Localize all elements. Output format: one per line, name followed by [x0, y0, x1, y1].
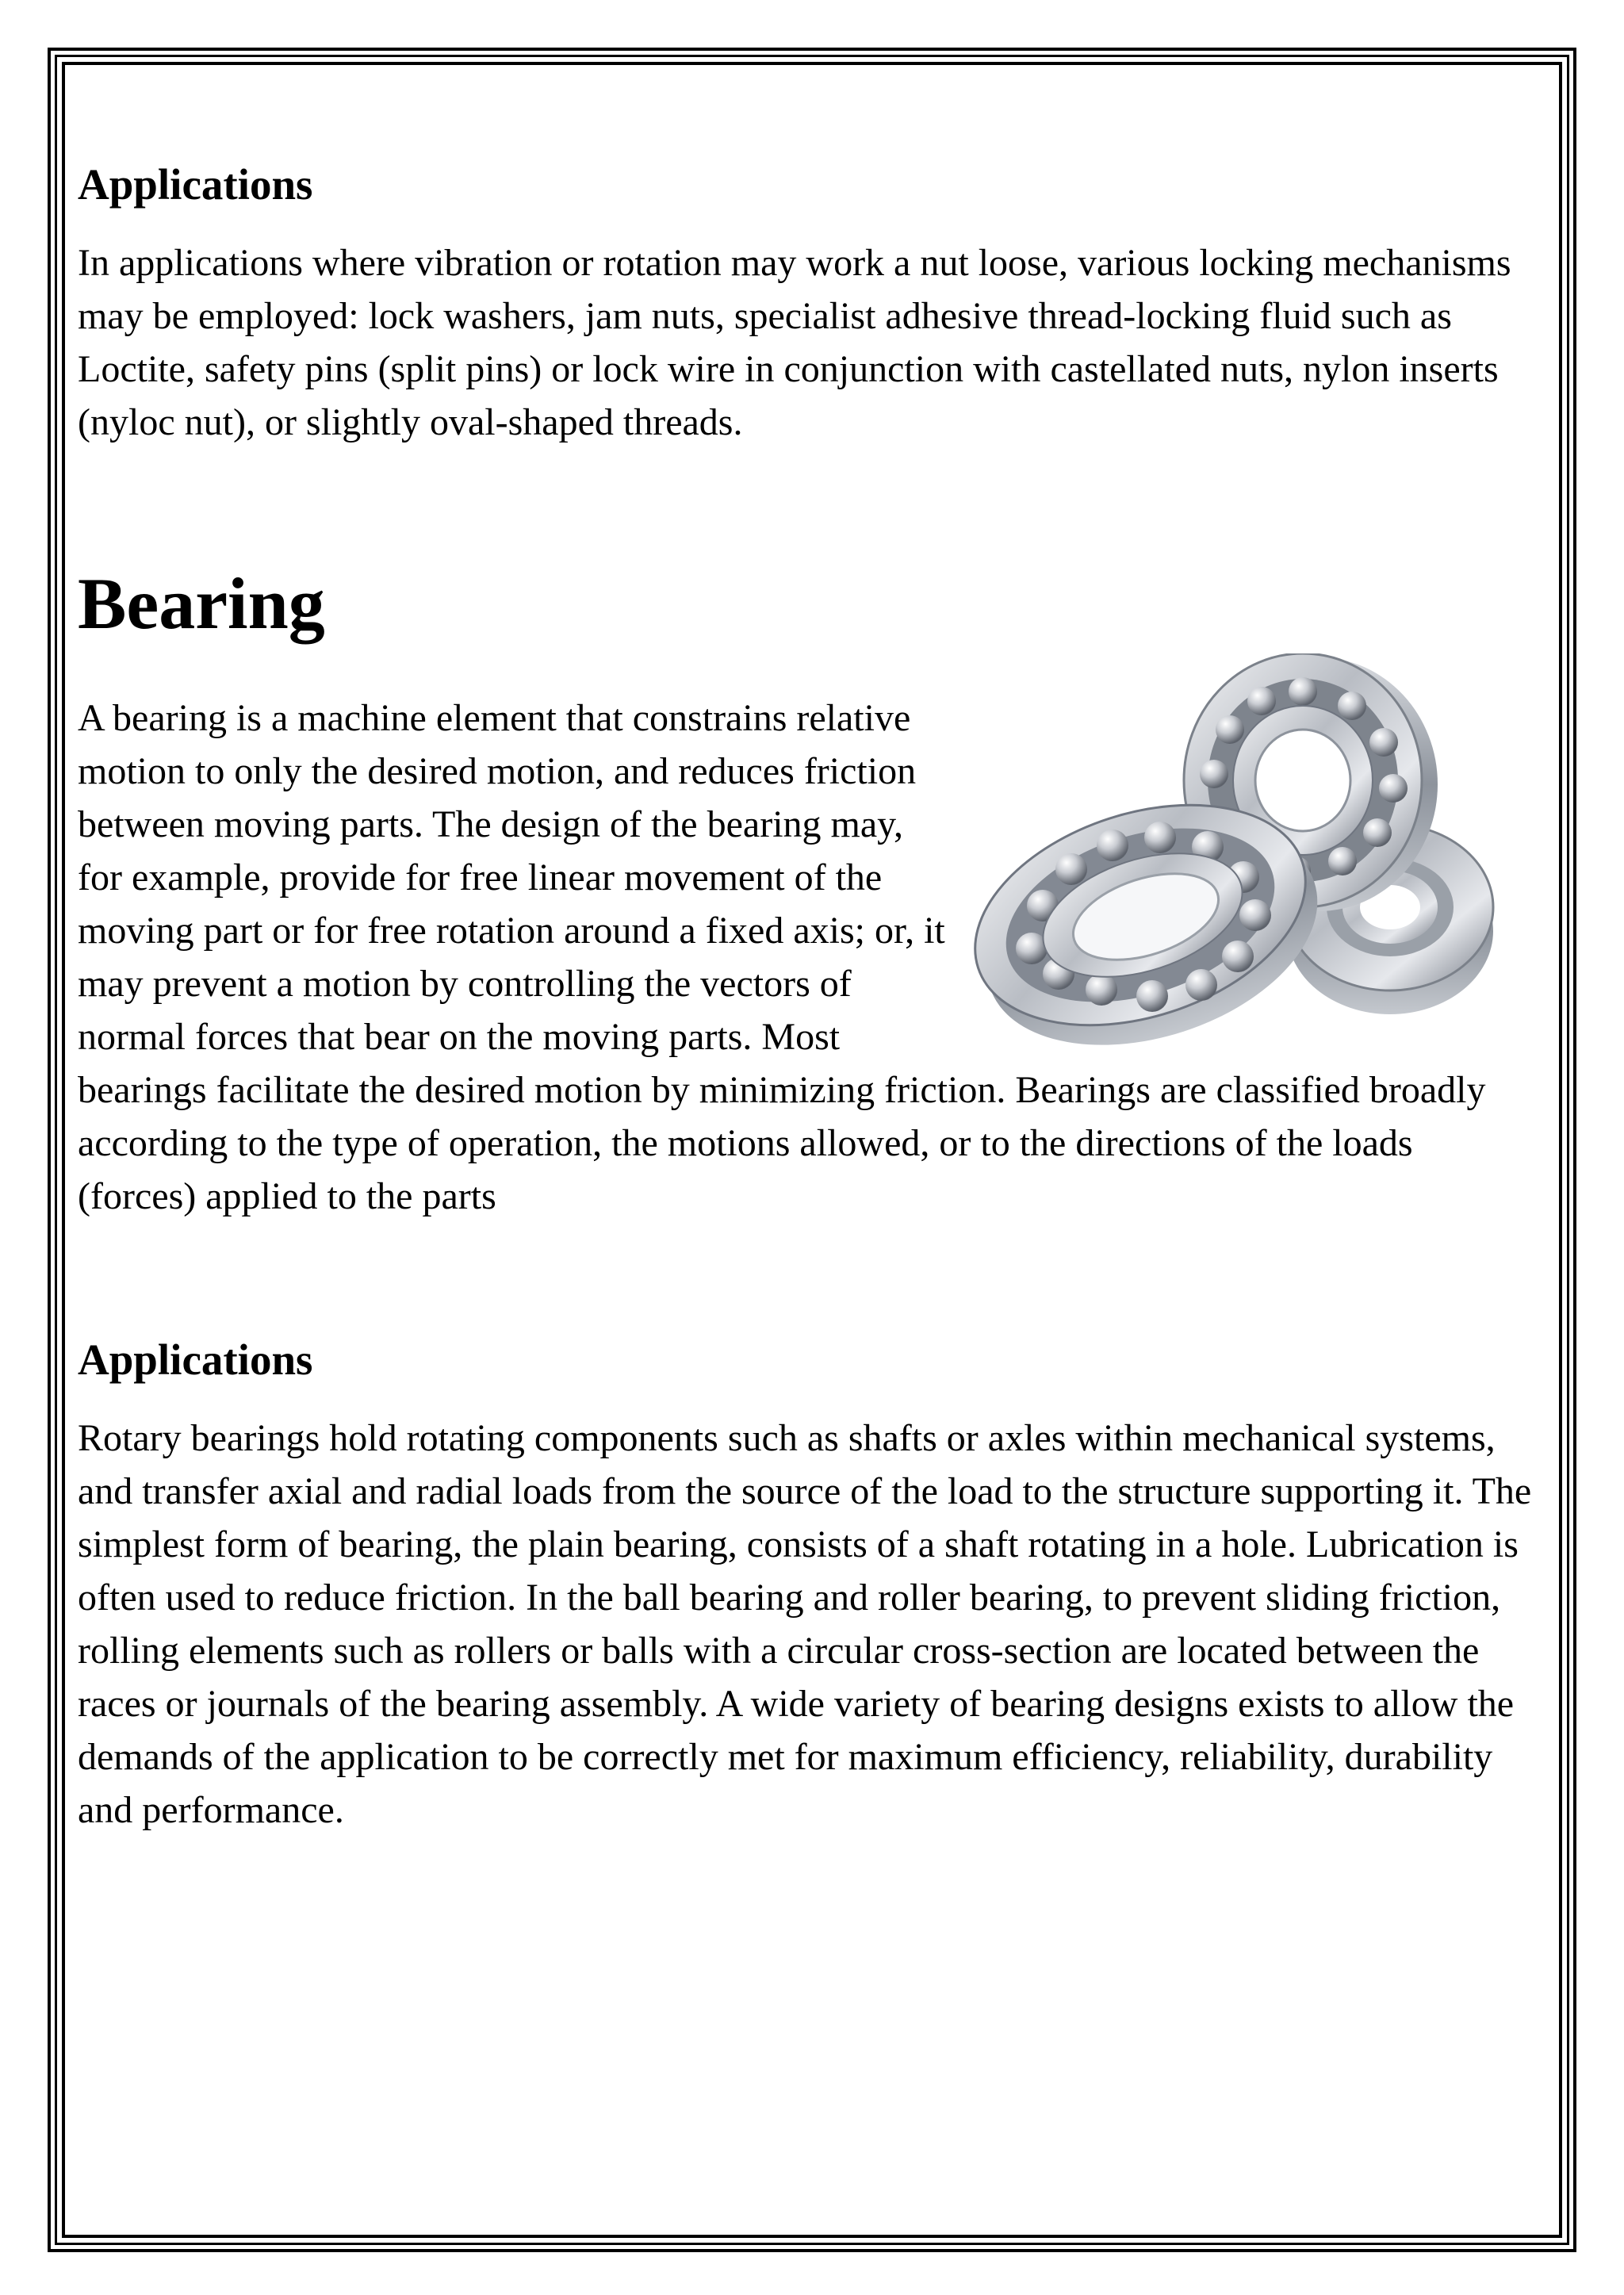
bearing-section: [78, 692, 1553, 1223]
applications-paragraph-1: In applications where vibration or rotation may work a nut loose, various locking mechanisms may be employed: lock washers, jam nuts, specialist adhesive thread-locking fluid such as Loctite, safety pins (split pins) or lock wire in conjunction with castellated nuts, nylon inserts (nyloc nut), or slightly oval-shaped threads.: [78, 242, 1511, 443]
bearing-paragraph: A bearing is a machine element that constrains relative motion to only the desired motion, and reduces friction between moving parts. The design of the bearing may, for example, provide for free linear movement of the moving part or for free rotation around a fixed axis; or, it may prevent a motion by controlling the vectors of normal forces that bear on the moving parts. Most bearings facilitate the desired motion by minimizing friction. Bearings are classified broadly according to the type of operation, the motions allowed, or to the directions of the loads (forces) applied to the parts: [78, 697, 1486, 1218]
bearing-title: Bearing: [78, 563, 325, 644]
ball-bearings-photo: [970, 653, 1509, 1046]
applications-heading-2: Applications: [78, 1335, 313, 1385]
applications-paragraph-2: Rotary bearings hold rotating components such as shafts or axles within mechanical systems, and transfer axial and radial loads from the source of the load to the structure supporting it. The simplest form of bearing, the plain bearing, consists of a shaft rotating in a hole. Lubrication is often used to reduce friction. In the ball bearing and roller bearing, to prevent sliding friction, rolling elements such as rollers or balls with a circular cross-section are located between the races or journals of the bearing assembly. A wide variety of bearing designs exists to allow the demands of the application to be correctly met for maximum efficiency, reliability, durability and performance.: [78, 1417, 1532, 1832]
applications-heading-1: Applications: [78, 160, 313, 209]
page-content: [78, 159, 1553, 1837]
